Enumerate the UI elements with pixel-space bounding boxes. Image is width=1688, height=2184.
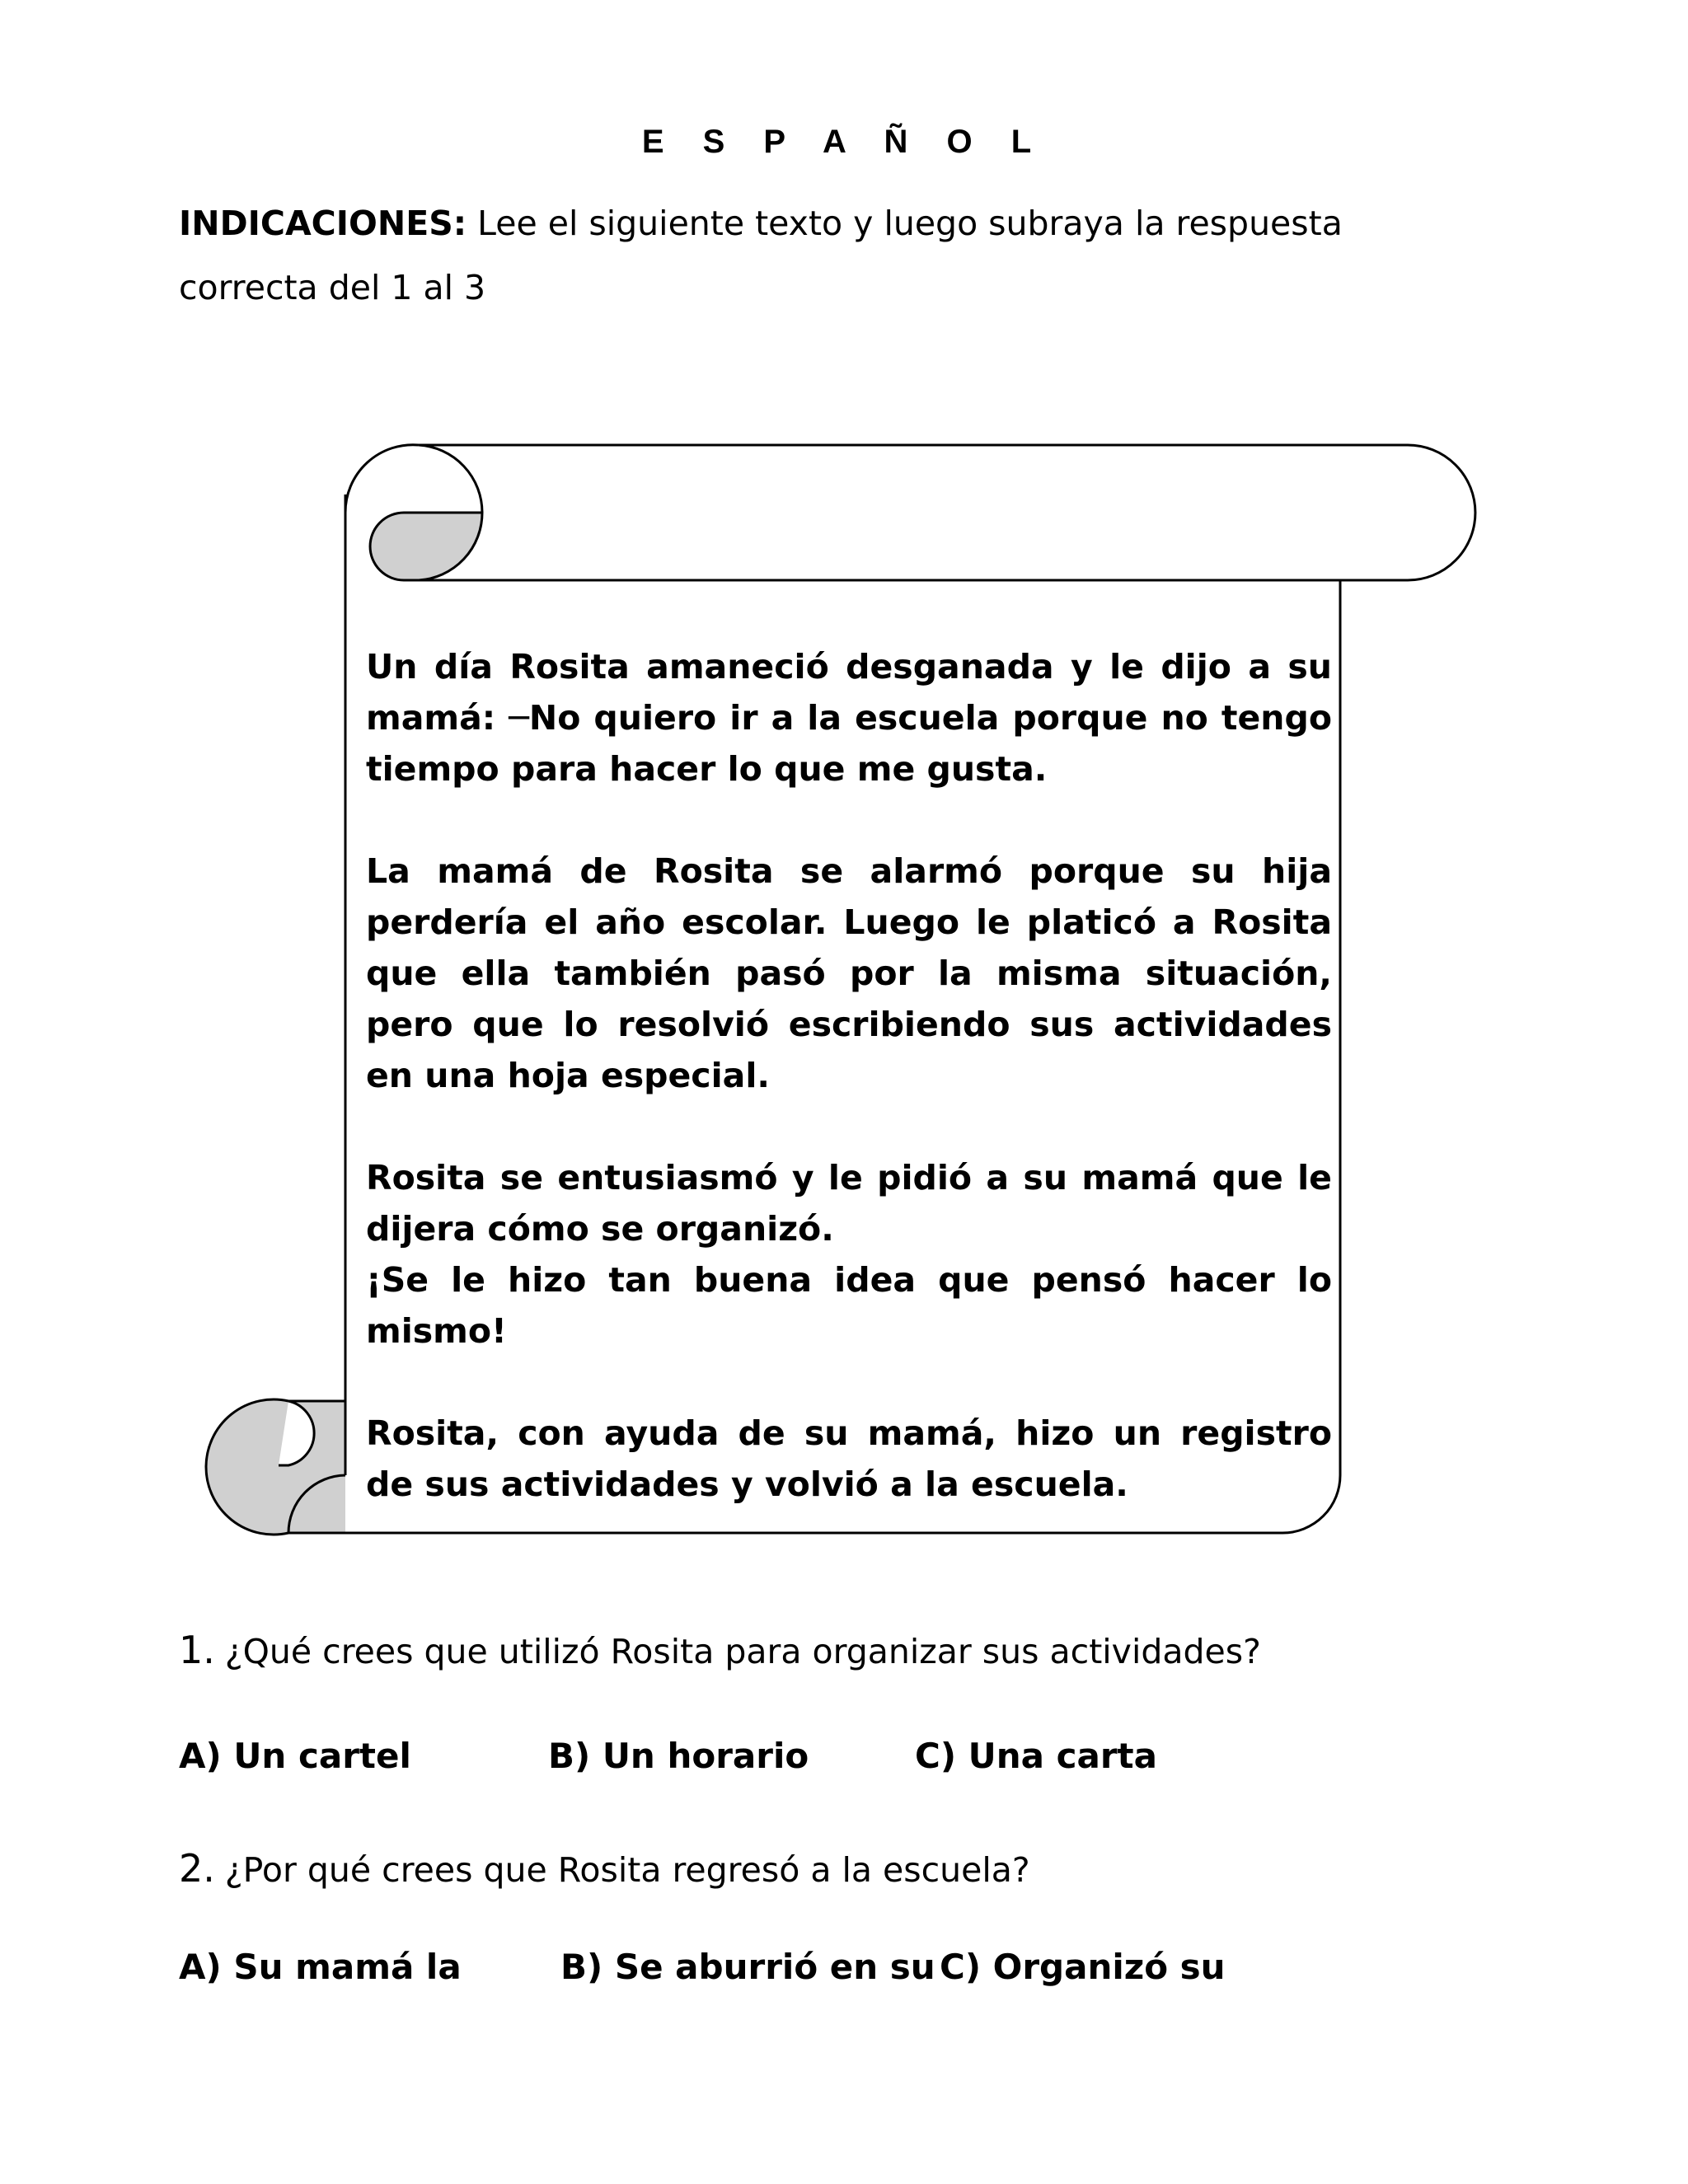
- question-1-option-b[interactable]: B) Un horario: [548, 1736, 809, 1776]
- story-paragraph-1: Un día Rosita amaneció desganada y le dijo a su mamá: ─No quiero ir a la escuela porque no tengo tiempo para hacer lo que me gusta.: [366, 647, 1332, 789]
- story-paragraph-3b: ¡Se le hizo tan buena idea que pensó hacer lo mismo!: [366, 1260, 1332, 1351]
- question-2-option-c[interactable]: C) Organizó su: [940, 1947, 1226, 1987]
- question-2-option-a[interactable]: A) Su mamá la: [179, 1947, 462, 1987]
- instructions-text-line2: correcta del 1 al 3: [179, 268, 486, 307]
- question-2-text: ¿Por qué crees que Rosita regresó a la escuela?: [224, 1850, 1030, 1890]
- question-1-option-c[interactable]: C) Una carta: [915, 1736, 1157, 1776]
- question-1-text: ¿Qué crees que utilizó Rosita para organizar sus actividades?: [224, 1632, 1261, 1671]
- question-1-option-a[interactable]: A) Un cartel: [179, 1736, 411, 1776]
- question-2: [179, 1846, 1030, 1891]
- instructions-text-line1: Lee el siguiente texto y luego subraya la respuesta: [467, 204, 1343, 243]
- story-paragraph-4: Rosita, con ayuda de su mamá, hizo un registro de sus actividades y volvió a la escuela.: [366, 1413, 1332, 1504]
- story-text: [366, 641, 1332, 1510]
- page-title: E S P A Ñ O L: [641, 124, 1047, 160]
- story-paragraph-3a: Rosita se entusiasmó y le pidió a su mamá que le dijera cómo se organizó.: [366, 1158, 1332, 1249]
- question-1: [179, 1628, 1261, 1672]
- question-2-option-b[interactable]: B) Se aburrió en su: [560, 1947, 935, 1987]
- top-curl-shade: [370, 513, 482, 580]
- question-2-number: 2.: [179, 1846, 215, 1891]
- story-paragraph-2: La mamá de Rosita se alarmó porque su hija perdería el año escolar. Luego le platicó a Rosita que ella también pasó por la misma situación, pero que lo resolvió escribiendo sus actividades en una hoja especial.: [366, 851, 1332, 1095]
- question-1-number: 1.: [179, 1628, 215, 1672]
- bottom-curl: [206, 1399, 345, 1535]
- instructions-label: INDICACIONES:: [179, 204, 467, 243]
